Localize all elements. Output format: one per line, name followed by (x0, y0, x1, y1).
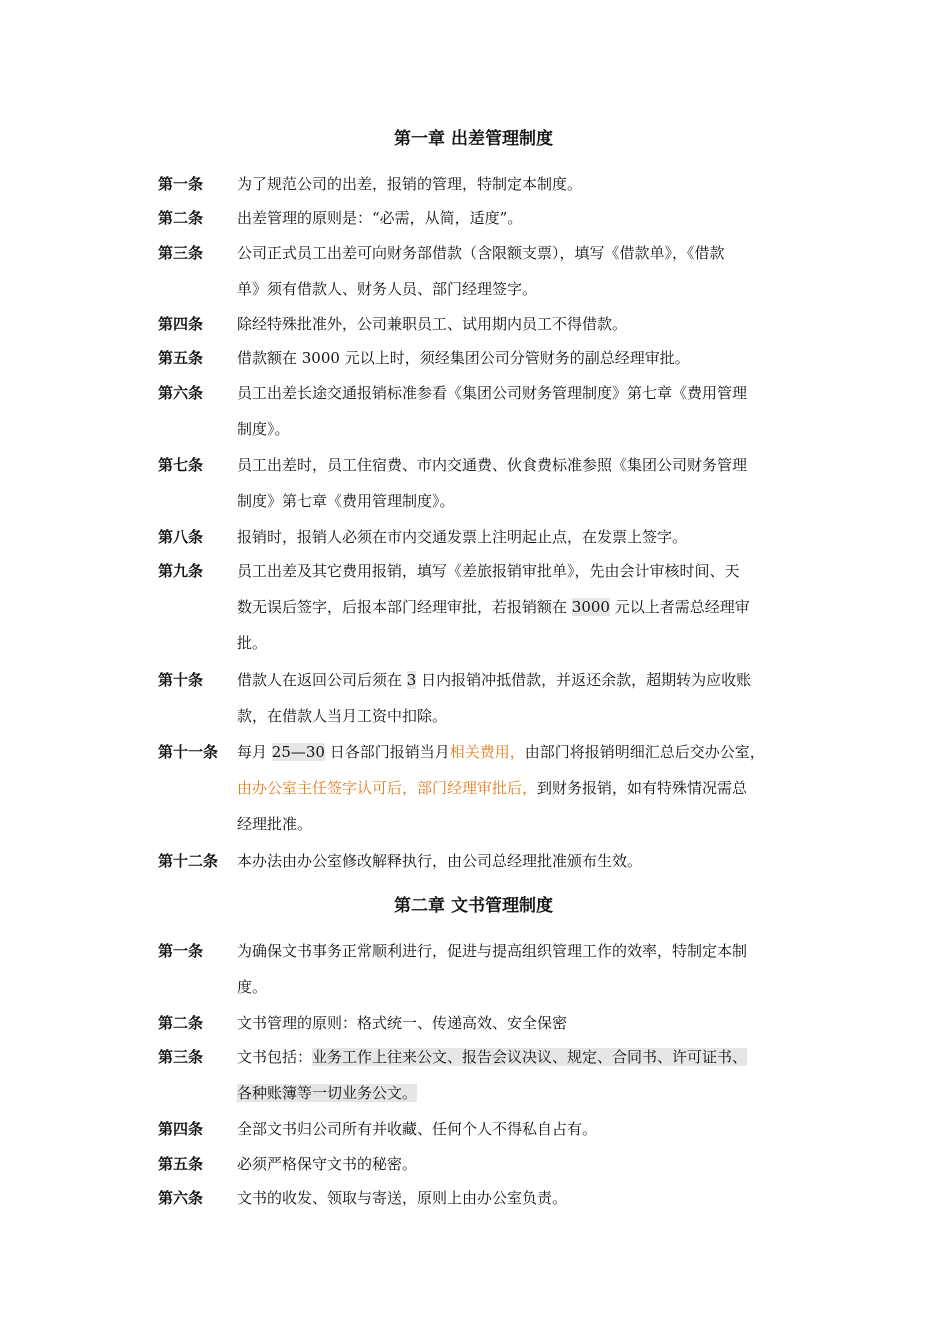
article (0, 1111, 950, 1147)
article-label: 第五条 (158, 349, 204, 367)
article-label: 第七条 (158, 456, 204, 474)
article-text (237, 589, 812, 625)
article-label: 第十二条 (158, 852, 219, 870)
highlighted-text: 各种账簿等一切业务公文。 (237, 1084, 418, 1102)
article-label: 第四条 (158, 315, 204, 333)
article-text: 单》须有借款人、财务人员、部门经理签字。 (237, 280, 538, 298)
article-label: 第三条 (158, 1048, 204, 1066)
text-run: 每月 (237, 743, 272, 761)
article-text: 文书管理的原则：格式统一、传递高效、安全保密 (237, 1014, 568, 1032)
article-text: 公司正式员工出差可向财务部借款（含限额支票），填写《借款单》，《借款 (237, 244, 725, 262)
article-label: 第九条 (158, 562, 204, 580)
article (0, 1005, 950, 1041)
article-text: 借款额在 3000 元以上时，须经集团公司分管财务的副总经理审批。 (237, 349, 690, 367)
text-run: 到财务报销，如有特殊情况需总 (537, 779, 748, 797)
article-text: 报销时，报销人必须在市内交通发票上注明起止点，在发票上签字。 (237, 528, 688, 546)
article (0, 235, 950, 307)
article-text (237, 662, 812, 698)
text-run: 借款人在返回公司后须在 (237, 671, 407, 689)
article-label: 第二条 (158, 209, 204, 227)
article-text: 文书的收发、领取与寄送，原则上由办公室负责。 (237, 1189, 568, 1207)
chapter-title: 第二章 文书管理制度 (394, 896, 553, 916)
text-run: 日各部门报销当月 (324, 743, 450, 761)
text-run: 元以上者需总经理审 (609, 598, 750, 616)
article-label: 第六条 (158, 1189, 204, 1207)
article-text: 制度》第七章《费用管理制度》。 (237, 492, 455, 510)
article (0, 1146, 950, 1182)
article-label: 第一条 (158, 175, 204, 193)
article-text (237, 1075, 812, 1111)
orange-text: 相关费用， (449, 743, 525, 761)
article-label: 第二条 (158, 1014, 204, 1032)
article-text: 本办法由办公室修改解释执行，由公司总经理批准颁布生效。 (237, 852, 643, 870)
article-label: 第八条 (158, 528, 204, 546)
article (0, 1039, 950, 1111)
article (0, 306, 950, 342)
text-run: 文书包括： (237, 1048, 313, 1066)
article-label: 第四条 (158, 1120, 204, 1138)
article-text: 经理批准。 (237, 815, 313, 833)
article-text (237, 1039, 812, 1075)
article-label: 第一条 (158, 942, 204, 960)
article (0, 843, 950, 879)
article-label: 第六条 (158, 384, 204, 402)
chapter-title: 第一章 出差管理制度 (394, 129, 553, 149)
article (0, 447, 950, 519)
article-text: 除经特殊批准外，公司兼职员工、试用期内员工不得借款。 (237, 315, 628, 333)
article (0, 519, 950, 555)
article-text: 为确保文书事务正常顺利进行，促进与提高组织管理工作的效率，特制定本制 (237, 942, 748, 960)
article (0, 933, 950, 1005)
article (0, 375, 950, 447)
highlighted-text: 业务工作上往来公文、报告会议决议、规定、合同书、许可证书、 (312, 1048, 748, 1066)
article-text: 员工出差长途交通报销标准参看《集团公司财务管理制度》第七章《费用管理 (237, 384, 748, 402)
article (0, 200, 950, 236)
article-text: 度。 (237, 978, 268, 996)
article-label: 第三条 (158, 244, 204, 262)
article-label: 第十一条 (158, 743, 219, 761)
orange-text: 由办公室主任签字认可后，部门经理审批后， (237, 779, 538, 797)
highlighted-dates: 25—30 (271, 743, 325, 761)
highlighted-amount: 3000 (571, 598, 610, 616)
article-text: 为了规范公司的出差，报销的管理，特制定本制度。 (237, 175, 583, 193)
article-text: 员工出差及其它费用报销，填写《差旅报销审批单》，先由会计审核时间、天 (237, 562, 740, 580)
article (0, 734, 950, 842)
highlighted-days: 3 (406, 671, 417, 689)
article (0, 1180, 950, 1216)
article-text: 批。 (237, 634, 268, 652)
text-run: 日内报销冲抵借款，并返还余款，超期转为应收账 (416, 671, 752, 689)
article (0, 662, 950, 734)
text-run: 数无误后签字，后报本部门经理审批，若报销额在 (237, 598, 572, 616)
article (0, 553, 950, 661)
article (0, 166, 950, 202)
article-text (237, 734, 812, 770)
article-text: 全部文书归公司所有并收藏、任何个人不得私自占有。 (237, 1120, 598, 1138)
article-label: 第五条 (158, 1155, 204, 1173)
text-run: 由部门将报销明细汇总后交办公室， (524, 743, 765, 761)
article-text: 出差管理的原则是：“必需，从简，适度”。 (237, 209, 523, 227)
article-text (237, 770, 812, 806)
article-text: 款，在借款人当月工资中扣除。 (237, 707, 448, 725)
article-text: 必须严格保守文书的秘密。 (237, 1155, 418, 1173)
article-label: 第十条 (158, 671, 204, 689)
article-text: 员工出差时，员工住宿费、市内交通费、伙食费标准参照《集团公司财务管理 (237, 456, 748, 474)
article (0, 340, 950, 376)
article-text: 制度》。 (237, 420, 290, 438)
